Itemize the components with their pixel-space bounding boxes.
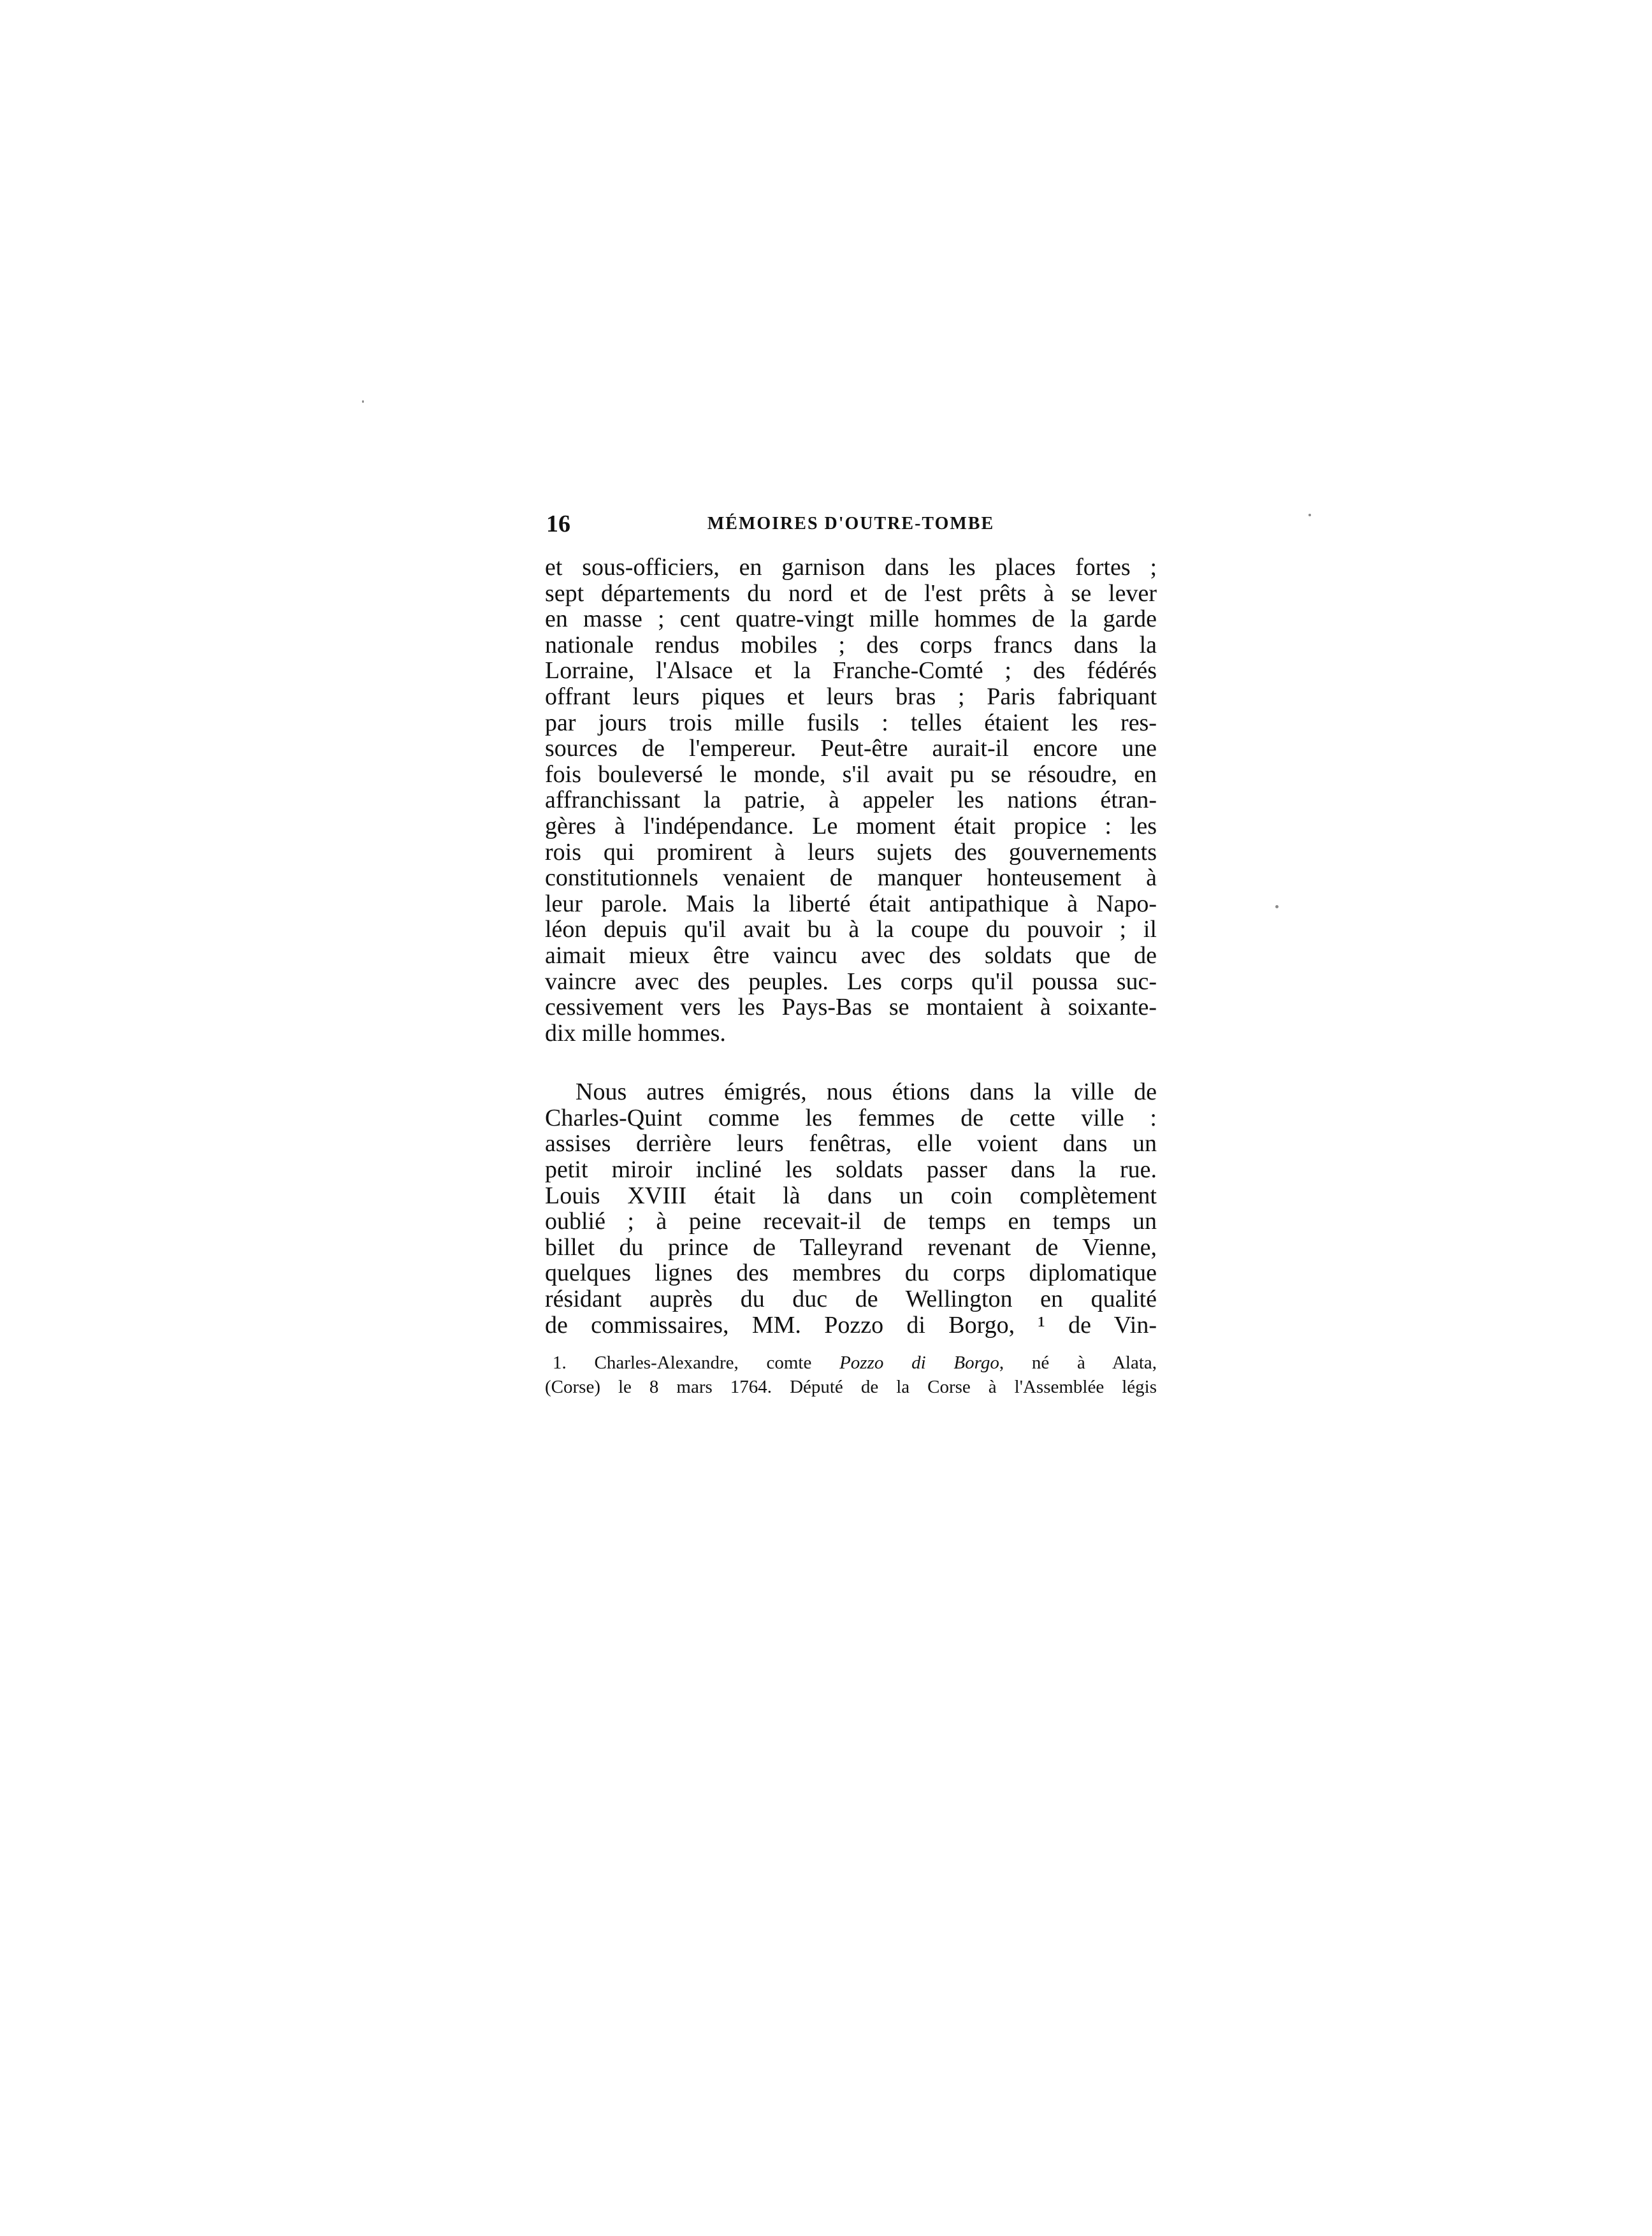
- text-line: vaincre avec des peuples. Les corps qu'il poussa suc-: [545, 968, 1157, 995]
- text-line: et sous-officiers, en garnison dans les places fortes ;: [545, 554, 1157, 581]
- scan-speck: [1308, 514, 1311, 516]
- text-line: sept départements du nord et de l'est prêts à se lever: [545, 579, 1157, 607]
- text-line: léon depuis qu'il avait bu à la coupe du pouvoir ; il: [545, 916, 1157, 943]
- text-line: petit miroir incliné les soldats passer dans la rue.: [545, 1156, 1157, 1184]
- body-text: [545, 555, 1157, 1338]
- paragraph: [545, 555, 1157, 1046]
- book-page: [545, 510, 1157, 1399]
- text-line: billet du prince de Talleyrand revenant de Vienne,: [545, 1233, 1157, 1261]
- footnote-italic-name: Pozzo di Borgo: [839, 1353, 999, 1374]
- text-line: Louis XVIII était là dans un coin complètement: [545, 1182, 1157, 1209]
- text-line: Charles-Quint comme les femmes de cette ville :: [545, 1104, 1157, 1131]
- scan-speck: [1275, 905, 1279, 908]
- footnote-line: (Corse) le 8 mars 1764. Député de la Corse à l'Assemblée légis: [545, 1377, 1157, 1398]
- text-line: oublié ; à peine recevait-il de temps en temps un: [545, 1208, 1157, 1235]
- page-number: 16: [546, 511, 570, 537]
- footnote-line: [545, 1351, 1157, 1375]
- text-line: fois bouleversé le monde, s'il avait pu se résoudre, en: [545, 760, 1157, 788]
- text-line: nationale rendus mobiles ; des corps francs dans la: [545, 631, 1157, 658]
- running-title: MÉMOIRES D'OUTRE-TOMBE: [707, 514, 995, 534]
- text-line: Nous autres émigrés, nous étions dans la ville de: [576, 1078, 1157, 1106]
- footnote-text: , né à Alata,: [999, 1353, 1157, 1374]
- text-line: constitutionnels venaient de manquer honteusement à: [545, 864, 1157, 892]
- text-line: de commissaires, MM. Pozzo di Borgo, ¹ de Vin-: [545, 1311, 1157, 1339]
- text-line: cessivement vers les Pays-Bas se montaient à soixante-: [545, 994, 1157, 1021]
- text-line: dix mille hommes.: [545, 1019, 726, 1047]
- text-line: résidant auprès du duc de Wellington en qualité: [545, 1286, 1157, 1313]
- scan-speck: [362, 400, 364, 403]
- text-line: quelques lignes des membres du corps diplomatique: [545, 1260, 1157, 1287]
- text-line: gères à l'indépendance. Le moment était propice : les: [545, 812, 1157, 839]
- paragraph: [545, 1079, 1157, 1338]
- text-line: rois qui promirent à leurs sujets des gouvernements: [545, 838, 1157, 866]
- text-line: assises derrière leurs fenêtras, elle voient dans un: [545, 1130, 1157, 1158]
- text-line: aimait mieux être vaincu avec des soldats que de: [545, 941, 1157, 969]
- paragraph-gap: [545, 1046, 1157, 1079]
- text-line: offrant leurs piques et leurs bras ; Paris fabriquant: [545, 683, 1157, 710]
- text-line: Lorraine, l'Alsace et la Franche-Comté ; des fédérés: [545, 657, 1157, 685]
- footnote-spacer: [545, 1338, 1157, 1351]
- footnote: [545, 1351, 1157, 1399]
- text-line: leur parole. Mais la liberté était antipathique à Napo-: [545, 890, 1157, 917]
- text-line: sources de l'empereur. Peut-être aurait-il encore une: [545, 735, 1157, 762]
- text-line: affranchissant la patrie, à appeler les nations étran-: [545, 787, 1157, 814]
- running-head: [545, 510, 1157, 543]
- text-line: par jours trois mille fusils : telles étaient les res-: [545, 709, 1157, 736]
- footnote-text: 1. Charles-Alexandre, comte: [553, 1353, 840, 1374]
- text-line: en masse ; cent quatre-vingt mille hommes de la garde: [545, 606, 1157, 633]
